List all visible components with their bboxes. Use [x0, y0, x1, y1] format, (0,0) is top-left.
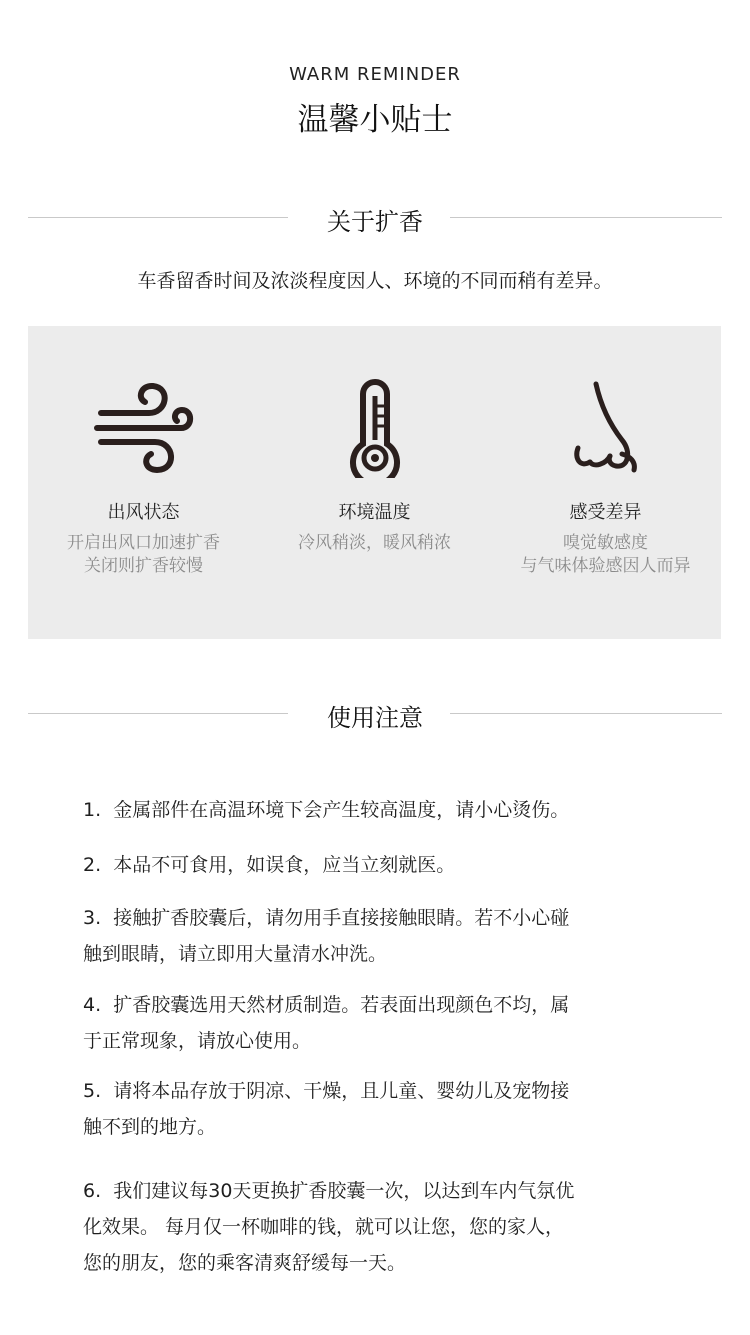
- feature-description: [259, 532, 490, 555]
- feature-title: 出风状态: [107, 502, 180, 523]
- note-number: 6.: [83, 1180, 102, 1202]
- usage-note: [83, 847, 683, 883]
- note-number: 1.: [83, 799, 102, 821]
- note-line: [83, 900, 683, 936]
- feature-title: 感受差异: [569, 502, 642, 523]
- usage-note: [83, 792, 683, 828]
- thermometer-icon: [259, 378, 490, 478]
- page-title: 温馨小贴士: [297, 102, 453, 138]
- note-text: 接触扩香胶囊后，请勿用手直接接触眼睛。若不小心碰: [113, 907, 570, 929]
- header-subtitle: WARM REMINDER: [289, 64, 461, 85]
- note-line: [83, 792, 683, 828]
- usage-note: [83, 987, 683, 1059]
- note-line: [83, 1073, 683, 1109]
- feature-desc-line: 关闭则扩香较慢: [84, 556, 203, 576]
- note-text: 我们建议每30天更换扩香胶囊一次，以达到车内气氛优: [113, 1180, 575, 1202]
- note-line: [83, 987, 683, 1023]
- about-description: 车香留香时间及浓淡程度因人、环境的不同而稍有差异。: [137, 270, 613, 292]
- note-text: 扩香胶囊选用天然材质制造。若表面出现颜色不均，属: [113, 994, 570, 1016]
- usage-section-title: 使用注意: [327, 704, 423, 732]
- feature-temperature: [259, 326, 490, 639]
- note-text: 本品不可食用，如误食，应当立刻就医。: [113, 854, 456, 876]
- about-section-header: [28, 198, 722, 238]
- feature-desc-line: 嗅觉敏感度: [563, 533, 648, 553]
- features-panel: [28, 326, 721, 639]
- note-number: 5.: [83, 1080, 102, 1102]
- feature-description: [490, 532, 721, 578]
- feature-desc-line: 与气味体验感因人而异: [520, 556, 691, 576]
- feature-desc-line: 冷风稍淡，暖风稍浓: [298, 533, 451, 553]
- note-line: 化效果。 每月仅一杯咖啡的钱，就可以让您，您的家人，: [83, 1216, 565, 1238]
- feature-airflow: [28, 326, 259, 639]
- usage-note: [83, 900, 683, 972]
- note-text: 金属部件在高温环境下会产生较高温度，请小心烫伤。: [113, 799, 570, 821]
- about-section-title: 关于扩香: [327, 208, 423, 236]
- divider-right: [450, 713, 722, 714]
- note-line: [83, 847, 683, 883]
- note-line: 您的朋友，您的乘客清爽舒缓每一天。: [83, 1252, 407, 1274]
- note-number: 4.: [83, 994, 102, 1016]
- usage-note: [83, 1173, 683, 1281]
- usage-section-header: [28, 694, 722, 734]
- note-line: 触不到的地方。: [83, 1116, 217, 1138]
- divider-right: [450, 217, 722, 218]
- feature-perception: [490, 326, 721, 639]
- feature-title: 环境温度: [338, 502, 411, 523]
- usage-note: [83, 1073, 683, 1145]
- note-line: 触到眼睛，请立即用大量清水冲洗。: [83, 943, 388, 965]
- feature-description: [28, 532, 259, 578]
- feature-desc-line: 开启出风口加速扩香: [67, 533, 220, 553]
- note-line: [83, 1173, 683, 1209]
- nose-icon: [490, 378, 721, 478]
- note-line: 于正常现象，请放心使用。: [83, 1030, 312, 1052]
- note-number: 3.: [83, 907, 102, 929]
- note-number: 2.: [83, 854, 102, 876]
- note-text: 请将本品存放于阴凉、干燥，且儿童、婴幼儿及宠物接: [113, 1080, 570, 1102]
- wind-icon: [28, 378, 259, 478]
